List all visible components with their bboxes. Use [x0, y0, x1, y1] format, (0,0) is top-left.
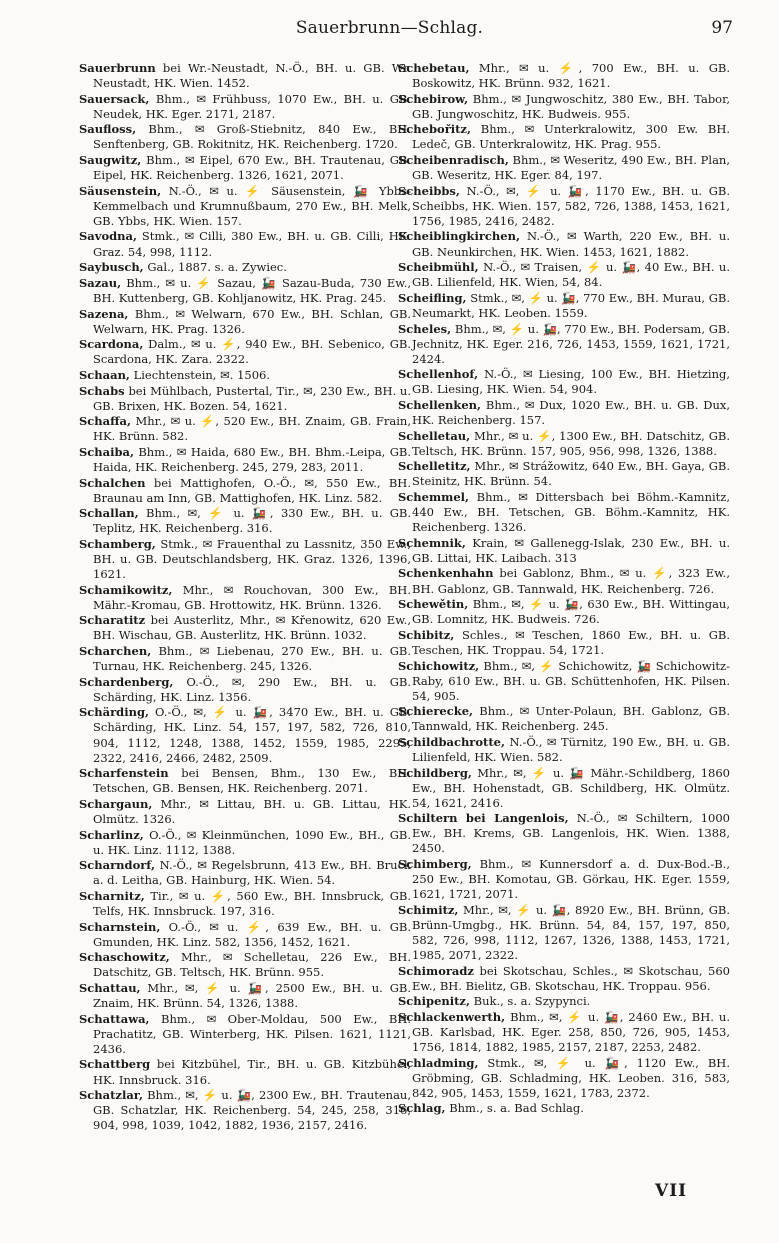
gazetteer-entry — [398, 229, 730, 259]
entry-place-name: Scharndorf, — [79, 858, 156, 873]
left-column — [79, 61, 411, 1134]
entry-place-name: Schattau, — [79, 981, 141, 996]
entry-place-name: Schildbachrotte, — [398, 734, 505, 749]
entry-place-name: Schemmel, — [398, 490, 470, 505]
entry-place-name: Schipenitz, — [398, 994, 470, 1009]
entry-details: Mhr., ✉ u. ⚡, 520 Ew., BH. Znaim, GB. Frain, HK. Brünn. 582. — [93, 414, 411, 444]
entry-details: Tir., ✉ u. ⚡, 560 Ew., BH. Innsbruck, GB. Telfs, HK. Innsbruck. 197, 316. — [93, 888, 411, 919]
entry-place-name: Scheibenradisch, — [398, 153, 509, 168]
entry-details: N.-Ö., ✉ u. ⚡ Säusenstein, 🚂 Ybbs-Kemmelbach und Krumnußbaum, 270 Ew., BH. Melk, GB. Ybbs, HK. Wien. 157. — [93, 183, 411, 228]
entry-details: Bhm., ✉ Ober-Moldau, 500 Ew., BH. Prachatitz, GB. Winterberg, HK. Pilsen. 1621, 1121, 2436. — [93, 1011, 411, 1056]
entry-place-name: Schelletitz, — [398, 459, 471, 474]
entry-details: N.-Ö., ✉ Regelsbrunn, 413 Ew., BH. Bruck a. d. Leitha, GB. Hainburg, HK. Wien. 54. — [93, 858, 411, 888]
entry-details: Mhr., ✉ Schelletau, 226 Ew., BH. Datschitz, GB. Teltsch, HK. Brünn. 955. — [93, 950, 411, 980]
entry-place-name: Schellenken, — [398, 397, 482, 412]
entry-details: N.-Ö., ✉ Liesing, 100 Ew., BH. Hietzing, GB. Liesing, HK. Wien. 54, 904. — [412, 367, 730, 397]
gazetteer-entry — [398, 398, 730, 428]
entry-place-name: Schenkenhahn — [398, 566, 494, 581]
signature-mark: VII — [655, 1181, 688, 1201]
gazetteer-entry — [79, 337, 411, 367]
entry-details: Mhr., ✉ Rouchovan, 300 Ew., BH. Mähr.-Kromau, GB. Hrottowitz, HK. Brünn. 1326. — [93, 582, 411, 612]
entry-place-name: Saugwitz, — [79, 153, 142, 168]
entry-place-name: Schaiba, — [79, 444, 134, 459]
entry-details: Bhm., ✉ Unter-Polaun, BH. Gablonz, GB. Tannwald, HK. Reichenberg. 245. — [412, 704, 730, 734]
entry-place-name: Scheibmühl, — [398, 260, 479, 275]
gazetteer-entry — [398, 490, 730, 535]
entry-place-name: Scardona, — [79, 337, 144, 352]
entry-place-name: Scheiblingkirchen, — [398, 229, 520, 244]
entry-place-name: Savodna, — [79, 229, 137, 244]
entry-place-name: Schallan, — [79, 506, 139, 521]
entry-details: N.-Ö., ✉ Türnitz, 190 Ew., BH. u. GB. Lilienfeld, HK. Wien. 582. — [412, 734, 730, 764]
gazetteer-entry — [79, 889, 411, 919]
entry-details: Stmk., ✉, ⚡ u. 🚂, 1120 Ew., BH. Gröbming, GB. Schladming, HK. Leoben. 316, 583, 842, 905, 1453, 1559, 1621, 1783, 2372. — [412, 1055, 730, 1100]
entry-details: Stmk., ✉, ⚡ u. 🚂, 770 Ew., BH. Murau, GB. Neumarkt, HK. Leoben. 1559. — [412, 290, 730, 320]
gazetteer-entry — [79, 920, 411, 950]
gazetteer-entry — [398, 322, 730, 367]
entry-details: N.-Ö., ✉, ⚡ u. 🚂, 1170 Ew., BH. u. GB. Scheibbs, HK. Wien. 157, 582, 726, 1388, 1453, 1621, 1756, 1985, 2416, 2482. — [412, 183, 730, 228]
entry-details: O.-Ö., ✉, 290 Ew., BH. u. GB. Schärding, HK. Linz. 1356. — [93, 674, 411, 704]
gazetteer-entry — [79, 950, 411, 980]
gazetteer-entry — [79, 766, 411, 796]
entry-details: Buk., s. a. Szypynci. — [469, 994, 591, 1009]
gazetteer-entry — [79, 445, 411, 475]
entry-details: Bhm., ✉ Unterkralowitz, 300 Ew. BH. Ledeč, GB. Unterkralowitz, HK. Prag. 955. — [412, 122, 730, 152]
entry-details: N.-Ö., ✉ Traisen, ⚡ u. 🚂, 40 Ew., BH. u. GB. Lilienfeld, HK. Wien, 54, 84. — [412, 260, 730, 290]
entry-place-name: Sauerbrunn — [79, 61, 156, 75]
gazetteer-entry — [79, 260, 411, 275]
entry-place-name: Schaschowitz, — [79, 950, 170, 965]
gazetteer-entry — [398, 597, 730, 627]
gazetteer-entry — [79, 583, 411, 613]
entry-place-name: Schimitz, — [398, 902, 459, 917]
entry-place-name: Schamikowitz, — [79, 582, 173, 597]
gazetteer-entry — [79, 384, 411, 414]
entry-place-name: Schaan, — [79, 367, 130, 382]
gazetteer-entry — [398, 1101, 730, 1116]
entry-details: bei Kitzbühel, Tir., BH. u. GB. Kitzbühel, HK. Innsbruck. 316. — [93, 1057, 411, 1087]
gazetteer-entry — [79, 797, 411, 827]
gazetteer-entry — [398, 1010, 730, 1055]
entry-place-name: Schichowitz, — [398, 658, 480, 673]
entry-details: Krain, ✉ Gallenegg-Islak, 230 Ew., BH. u. GB. Littai, HK. Laibach. 313 — [412, 535, 730, 565]
gazetteer-entry — [79, 368, 411, 383]
entry-details: Bhm., ✉ Liebenau, 270 Ew., BH. u. GB. Turnau, HK. Reichenberg. 245, 1326. — [93, 644, 411, 674]
entry-place-name: Schimoradz — [398, 963, 474, 978]
gazetteer-entry — [398, 459, 730, 489]
gazetteer-entry — [398, 964, 730, 994]
gazetteer-entry — [79, 1012, 411, 1057]
gazetteer-entry — [79, 92, 411, 122]
entry-place-name: Scheifling, — [398, 290, 467, 305]
gazetteer-entry — [79, 276, 411, 306]
entry-place-name: Schärding, — [79, 705, 149, 720]
gazetteer-entry — [79, 476, 411, 506]
entry-details: Bhm., ✉ Kunnersdorf a. d. Dux-Bod.-B., 250 Ew., BH. Komotau, GB. Görkau, HK. Eger. 1559, 1621, 1721, 2071. — [412, 857, 730, 902]
entry-place-name: Schatzlar, — [79, 1088, 144, 1103]
entry-place-name: Schlackenwerth, — [398, 1009, 506, 1024]
entry-details: Bhm., ✉, ⚡ Schichowitz, 🚂 Schichowitz-Raby, 610 Ew., BH. u. GB. Schüttenhofen, HK. Pilsen. 54, 905. — [412, 658, 730, 703]
entry-place-name: Schellenhof, — [398, 367, 479, 382]
entry-place-name: Schardenberg, — [79, 674, 174, 689]
gazetteer-entry — [398, 735, 730, 765]
entry-details: Schles., ✉ Teschen, 1860 Ew., BH. u. GB. Teschen, HK. Troppau. 54, 1721. — [412, 627, 730, 657]
entry-details: Bhm., ✉ Dux, 1020 Ew., BH. u. GB. Dux, HK. Reichenberg. 157. — [412, 397, 730, 428]
entry-place-name: Schabs — [79, 383, 125, 398]
gazetteer-entry — [398, 1056, 730, 1101]
gazetteer-entry — [79, 644, 411, 674]
entry-place-name: Schattberg — [79, 1057, 151, 1072]
gazetteer-entry — [398, 291, 730, 321]
gazetteer-entry — [79, 414, 411, 444]
gazetteer-entry — [398, 903, 730, 963]
entry-details: bei Gablonz, Bhm., ✉ u. ⚡, 323 Ew., BH. Gablonz, GB. Tannwald, HK. Reichenberg. 726. — [412, 566, 730, 596]
entry-details: Bhm., ✉, ⚡ u. 🚂, 2460 Ew., BH. u. GB. Karlsbad, HK. Eger. 258, 850, 726, 905, 1453, 1756, 1814, 1882, 1985, 2157, 2187, 2253, 2482. — [412, 1009, 730, 1055]
entry-details: Liechtenstein, ✉. 1506. — [129, 367, 270, 382]
entry-place-name: Saufloss, — [79, 122, 137, 137]
entry-place-name: Schebirow, — [398, 91, 469, 106]
gazetteer-entry — [398, 704, 730, 734]
entry-details: Bhm., ✉ Weseritz, 490 Ew., BH. Plan, GB. Weseritz, HK. Eger. 84, 197. — [412, 153, 730, 183]
entry-place-name: Schildberg, — [398, 765, 472, 780]
entry-details: Dalm., ✉ u. ⚡, 940 Ew., BH. Sebenico, GB. Scardona, HK. Zara. 2322. — [93, 337, 411, 367]
gazetteer-entry — [398, 153, 730, 183]
entry-details: Bhm., ✉ Eipel, 670 Ew., BH. Trautenau, GB. Eipel, HK. Reichenberg. 1326, 1621, 2071. — [93, 153, 411, 183]
entry-details: Mhr., ✉ u. ⚡, 700 Ew., BH. u. GB. Boskowitz, HK. Brünn. 932, 1621. — [412, 61, 730, 91]
entry-place-name: Saybusch, — [79, 260, 144, 275]
entry-place-name: Sazau, — [79, 275, 122, 290]
entry-details: bei Austerlitz, Mhr., ✉ Křenowitz, 620 Ew., BH. Wischau, GB. Austerlitz, HK. Brünn. 1032. — [93, 613, 411, 643]
entry-details: O.-Ö., ✉ u. ⚡, 639 Ew., BH. u. GB. Gmunden, HK. Linz. 582, 1356, 1452, 1621. — [93, 919, 411, 949]
entry-place-name: Schalchen — [79, 475, 146, 490]
gazetteer-entry — [398, 92, 730, 122]
entry-place-name: Schemnik, — [398, 535, 466, 550]
entry-details: Stmk., ✉ Cilli, 380 Ew., BH. u. GB. Cilli, HK. Graz. 54, 998, 1112. — [93, 229, 411, 259]
entry-details: Bhm., ✉, ⚡ u. 🚂, 2300 Ew., BH. Trautenau, GB. Schatzlar, HK. Reichenberg. 54, 245, 258, 316, 904, 998, 1039, 1042, 1882, 1936, 2157, 2416. — [93, 1088, 411, 1133]
entry-place-name: Scharnitz, — [79, 888, 145, 903]
entry-details: Stmk., ✉ Frauenthal zu Lassnitz, 350 Ew., BH. u. GB. Deutschlandsberg, HK. Graz. 1326, 1396, 1621. — [93, 536, 411, 582]
gazetteer-entry — [79, 705, 411, 765]
entry-details: Mhr., ✉, ⚡ u. 🚂, 8920 Ew., BH. Brünn, GB. Brünn-Umgbg., HK. Brünn. 54, 84, 157, 197, 850, 582, 726, 998, 1112, 1267, 1326, 1388, 1453, 1721, 1985, 2071, 2322. — [412, 902, 730, 962]
entry-details: bei Mühlbach, Pustertal, Tir., ✉, 230 Ew., BH. u. GB. Brixen, HK. Bozen. 54, 1621. — [93, 383, 411, 413]
gazetteer-entry — [398, 994, 730, 1009]
gazetteer-entry — [398, 628, 730, 658]
entry-details: O.-Ö., ✉, ⚡ u. 🚂, 3470 Ew., BH. u. GB. Schärding, HK. Linz. 54, 157, 197, 582, 726, 810, 904, 1112, 1248, 1388, 1452, 1559, 1985, 2295, 2322, 2416, 2466, 2482, 2509. — [93, 705, 411, 765]
gazetteer-entry — [398, 857, 730, 902]
gazetteer-entry — [79, 1088, 411, 1133]
entry-place-name: Sazena, — [79, 306, 129, 321]
gazetteer-entry — [79, 1057, 411, 1087]
entry-place-name: Schebetau, — [398, 61, 470, 75]
gazetteer-entry — [398, 429, 730, 459]
entry-details: N.-Ö., ✉ Warth, 220 Ew., BH. u. GB. Neunkirchen, HK. Wien. 1453, 1621, 1882. — [412, 229, 730, 259]
gazetteer-entry — [79, 61, 411, 91]
right-column — [398, 61, 730, 1117]
entry-place-name: Scharatitz — [79, 613, 146, 628]
entry-details: Bhm., ✉ u. ⚡ Sazau, 🚂 Sazau-Buda, 730 Ew., BH. Kuttenberg, GB. Kohljanowitz, HK. Prag. 245. — [93, 275, 411, 305]
entry-place-name: Schiltern bei Langenlois, — [398, 811, 569, 826]
entry-place-name: Scharnstein, — [79, 919, 161, 934]
gazetteer-entry — [79, 184, 411, 229]
entry-details: Bhm., ✉ Jungwoschitz, 380 Ew., BH. Tabor, GB. Jungwoschitz, HK. Budweis. 955. — [412, 91, 730, 121]
gazetteer-entry — [79, 506, 411, 536]
entry-place-name: Schierecke, — [398, 704, 474, 719]
page-number: 97 — [711, 18, 733, 38]
gazetteer-entry — [398, 659, 730, 704]
entry-details: Bhm., ✉, ⚡ u. 🚂, 770 Ew., BH. Podersam, GB. Jechnitz, HK. Eger. 216, 726, 1453, 1559, 1621, 1721, 2424. — [412, 321, 730, 366]
entry-details: Mhr., ✉, ⚡ u. 🚂 Mähr.-Schildberg, 1860 Ew., BH. Hohenstadt, GB. Schildberg, HK. Olmütz. 54, 1621, 2416. — [412, 765, 730, 810]
entry-details: bei Bensen, Bhm., 130 Ew., BH. Tetschen, GB. Bensen, HK. Reichenberg. 2071. — [93, 766, 411, 796]
entry-details: Bhm., s. a. Bad Schlag. — [445, 1101, 584, 1116]
entry-place-name: Schimberg, — [398, 857, 472, 872]
entry-place-name: Schattawa, — [79, 1011, 150, 1026]
gazetteer-entry — [398, 766, 730, 811]
entry-place-name: Schebořitz, — [398, 122, 471, 137]
gazetteer-entry — [79, 858, 411, 888]
gazetteer-entry — [398, 61, 730, 91]
entry-place-name: Scharfenstein — [79, 766, 169, 781]
gazetteer-entry — [79, 307, 411, 337]
entry-details: bei Skotschau, Schles., ✉ Skotschau, 560 Ew., BH. Bielitz, GB. Skotschau, HK. Troppau. 956. — [412, 963, 730, 993]
gazetteer-entry — [79, 229, 411, 259]
entry-details: Bhm., ✉, ⚡ u. 🚂, 630 Ew., BH. Wittingau, GB. Lomnitz, HK. Budweis. 726. — [412, 597, 730, 627]
gazetteer-entry — [398, 811, 730, 856]
entry-details: O.-Ö., ✉ Kleinmünchen, 1090 Ew., BH., GB. u. HK. Linz. 1112, 1388. — [93, 827, 411, 857]
running-head — [0, 14, 779, 42]
entry-details: Mhr., ✉ u. ⚡, 1300 Ew., BH. Datschitz, GB. Teltsch, HK. Brünn. 157, 905, 956, 998, 1326, 1388. — [412, 428, 730, 458]
entry-details: Mhr., ✉ Strážowitz, 640 Ew., BH. Gaya, GB. Steinitz, HK. Brünn. 54. — [412, 459, 730, 489]
entry-place-name: Schlag, — [398, 1101, 446, 1116]
entry-details: bei Wr.-Neustadt, N.-Ö., BH. u. GB. Wr. Neustadt, HK. Wien. 1452. — [93, 61, 411, 91]
entry-place-name: Scharlinz, — [79, 827, 144, 842]
entry-details: Bhm., ✉ Welwarn, 670 Ew., BH. Schlan, GB. Welwarn, HK. Prag. 1326. — [93, 306, 411, 336]
gazetteer-entry — [398, 122, 730, 152]
entry-place-name: Schewětin, — [398, 597, 469, 612]
gazetteer-entry — [79, 537, 411, 582]
gazetteer-entry — [398, 184, 730, 229]
entry-place-name: Scharchen, — [79, 644, 152, 659]
entry-details: Mhr., ✉ Littau, BH. u. GB. Littau, HK. Olmütz. 1326. — [93, 796, 411, 826]
entry-place-name: Schaffa, — [79, 414, 132, 429]
entry-details: Bhm., ✉, ⚡ u. 🚂, 330 Ew., BH. u. GB. Teplitz, HK. Reichenberg. 316. — [93, 506, 411, 536]
entry-place-name: Schelletau, — [398, 428, 471, 443]
gazetteer-entry — [79, 675, 411, 705]
entry-details: Bhm., ✉ Frühbuss, 1070 Ew., BH. u. GB. Neudek, HK. Eger. 2171, 2187. — [93, 91, 411, 121]
gazetteer-entry — [79, 828, 411, 858]
entry-details: Bhm., ✉ Haida, 680 Ew., BH. Bhm.-Leipa, GB. Haida, HK. Reichenberg. 245, 279, 283, 2011. — [93, 444, 411, 474]
gazetteer-entry — [79, 153, 411, 183]
entry-details: bei Mattighofen, O.-Ö., ✉, 550 Ew., BH. Braunau am Inn, GB. Mattighofen, HK. Linz. 582. — [93, 475, 411, 505]
entry-details: Gal., 1887. s. a. Zywiec. — [143, 260, 287, 275]
gazetteer-entry — [79, 613, 411, 643]
entry-place-name: Säusenstein, — [79, 183, 162, 198]
entry-details: Mhr., ✉, ⚡ u. 🚂, 2500 Ew., BH. u. GB. Znaim, HK. Brünn. 54, 1326, 1388. — [93, 981, 411, 1011]
entry-place-name: Sauersack, — [79, 91, 150, 106]
gazetteer-entry — [398, 367, 730, 397]
entry-place-name: Schamberg, — [79, 536, 156, 551]
entry-details: Bhm., ✉ Groß-Stiebnitz, 840 Ew., BH. Senftenberg, GB. Rokitnitz, HK. Reichenberg. 1720. — [93, 122, 411, 152]
entry-place-name: Scheibbs, — [398, 183, 460, 198]
entry-place-name: Schladming, — [398, 1055, 479, 1070]
gazetteer-entry — [398, 260, 730, 290]
entry-place-name: Scheles, — [398, 321, 452, 336]
gazetteer-entry — [79, 122, 411, 152]
gazetteer-entry — [398, 566, 730, 596]
gazetteer-entry — [398, 536, 730, 566]
gazetteer-entry — [79, 981, 411, 1011]
entry-place-name: Schargaun, — [79, 796, 153, 811]
entry-place-name: Schibitz, — [398, 627, 455, 642]
entry-details: Bhm., ✉ Dittersbach bei Böhm.-Kamnitz, 440 Ew., BH. Tetschen, GB. Böhm.-Kamnitz, HK. Reichenberg. 1326. — [412, 490, 730, 535]
entry-details: N.-Ö., ✉ Schiltern, 1000 Ew., BH. Krems, GB. Langenlois, HK. Wien. 1388, 2450. — [412, 811, 730, 856]
page-title: Sauerbrunn—Schlag. — [295, 18, 484, 38]
